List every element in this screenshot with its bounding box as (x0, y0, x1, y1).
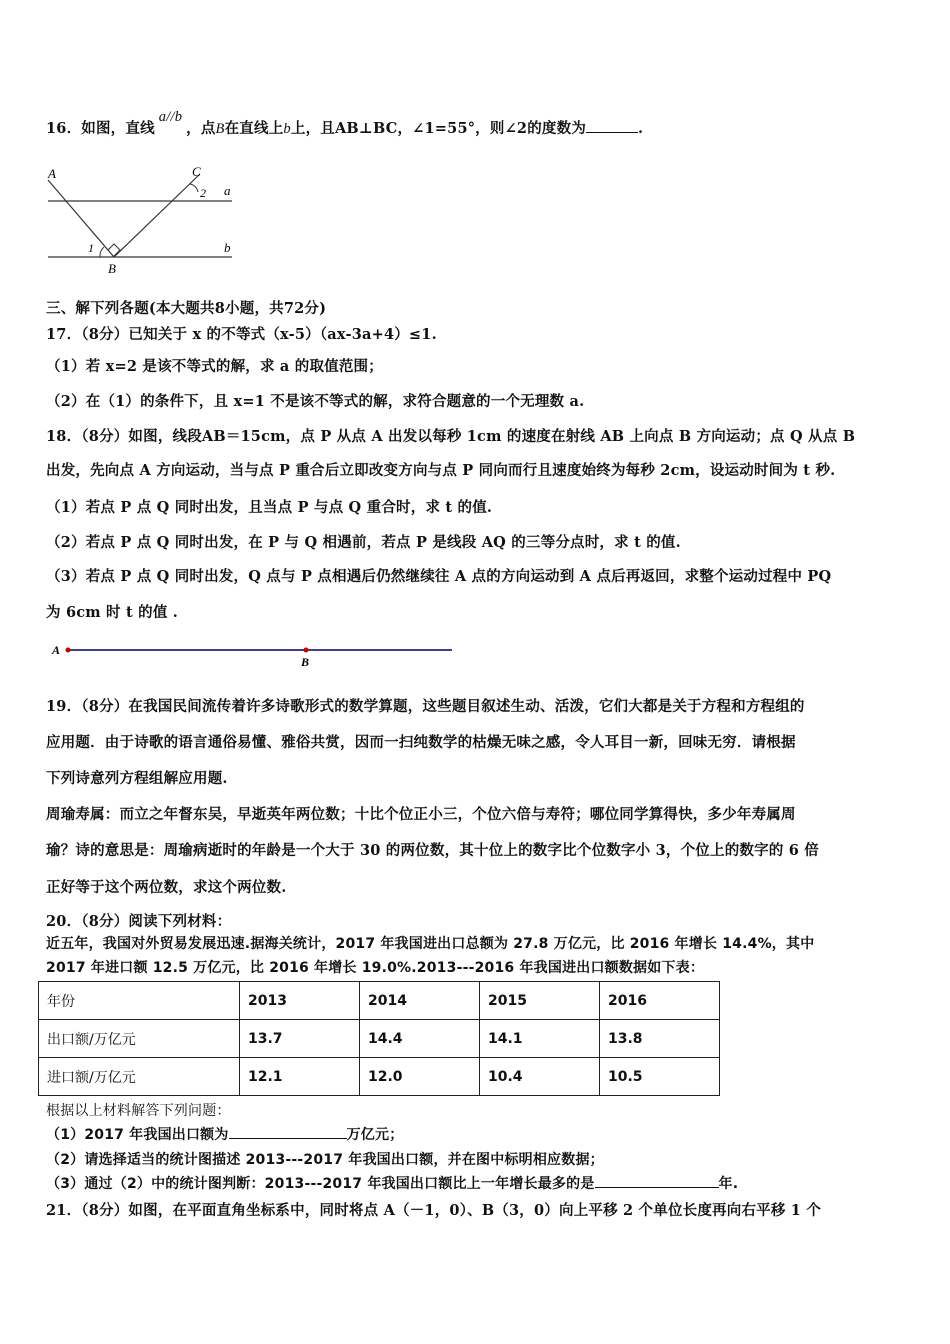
table-header-cell: 2014 (360, 982, 480, 1020)
q18-line-1: 18．（8分）如图，线段AB＝15cm，点 P 从点 A 出发以每秒 1cm 的速度在射线 AB 上向点 B 方向运动；点 Q 从点 B (46, 428, 856, 445)
table-header-cell: 2016 (600, 982, 720, 1020)
label-a-point: A (48, 166, 56, 181)
q18-line-2: 出发，先向点 A 方向运动，当与点 P 重合后立即改变方向与点 P 同向而行且速度始终为每秒 2cm，设运动时间为 t 秒. (46, 462, 836, 479)
label-line-b: b (224, 240, 231, 255)
q20-part-3-blank[interactable] (595, 1175, 719, 1188)
table-cell: 10.5 (600, 1058, 720, 1096)
label-b-point: B (108, 261, 116, 276)
q20-part-1-blank[interactable] (229, 1126, 347, 1139)
q16-figure (40, 162, 240, 277)
q20-data-table (38, 981, 720, 1096)
q19-line-6: 正好等于这个两位数，求这个两位数. (46, 879, 287, 896)
q16-text-c: 在直线上 (224, 120, 284, 137)
q20-part-1-text: （1）2017 年我国出口额为 (46, 1127, 229, 1143)
q16-answer-blank[interactable] (586, 120, 638, 133)
q19-line-5: 瑜？诗的意思是：周瑜病逝时的年龄是一个大于 30 的两位数，其十位上的数字比个位数字小 3，个位上的数字的 6 倍 (46, 842, 819, 859)
table-cell: 10.4 (480, 1058, 600, 1096)
q17-part-1: （1）若 x=2 是该不等式的解，求 a 的取值范围； (46, 358, 383, 375)
table-row (39, 1020, 720, 1058)
q16-text-a: 如图，直线 (81, 120, 155, 137)
q18-figure (44, 638, 464, 672)
table-header-cell: 2013 (240, 982, 360, 1020)
q16-number: 16． (46, 120, 82, 137)
angle-2-arc (190, 184, 198, 192)
table-row (39, 1058, 720, 1096)
table-cell: 13.8 (600, 1020, 720, 1058)
q20-line-3: 2017 年进口额 12.5 万亿元，比 2016 年增长 19.0%.2013---2016 年我国进出口额数据如下表： (46, 960, 705, 976)
q18-part-3b: 为 6cm 时 t 的值 . (46, 604, 179, 621)
q18-part-2: （2）若点 P 点 Q 同时出发，在 P 与 Q 相遇前，若点 P 是线段 AQ 的三等分点时，求 t 的值. (46, 534, 681, 551)
q19-line-3: 下列诗意列方程组解应用题. (46, 770, 228, 787)
point-b (304, 648, 309, 653)
q19-line-2: 应用题．由于诗歌的语言通俗易懂、雅俗共赏，因而一扫纯数学的枯燥无味之感，令人耳目一新，回味无穷．请根据 (46, 734, 796, 751)
label-angle-2: 2 (200, 186, 206, 200)
q18-part-1: （1）若点 P 点 Q 同时出发，且当点 P 与点 Q 重合时，求 t 的值. (46, 499, 493, 516)
table-cell: 12.0 (360, 1058, 480, 1096)
q16-text-d: 上，且AB⊥BC，∠1=55°，则∠2的度数为 (290, 120, 587, 137)
right-angle-mark (108, 244, 120, 256)
q16-line (46, 109, 644, 138)
q20-part-3-text: （3）通过（2）中的统计图判断：2013---2017 年我国出口额比上一年增长最多的是 (46, 1176, 595, 1192)
q21-line-1: 21．（8分）如图，在平面直角坐标系中，同时将点 A（－1，0）、B（3，0）向上平移 2 个单位长度再向右平移 1 个 (46, 1202, 822, 1219)
table-header-cell: 2015 (480, 982, 600, 1020)
q20-after-text: 根据以上材料解答下列问题： (46, 1103, 231, 1119)
q16-text-b: ，点 (186, 120, 216, 137)
label-a: A (52, 643, 61, 657)
q20-part-3-unit: 年. (718, 1176, 739, 1192)
q20-part-1-unit: 万亿元； (346, 1127, 404, 1143)
q19-line-1: 19．（8分）在我国民间流传着许多诗歌形式的数学算题，这些题目叙述生动、活泼，它们大都是关于方程和方程组的 (46, 698, 805, 715)
q20-line-1: 20．（8分）阅读下列材料： (46, 913, 232, 930)
point-a (66, 648, 71, 653)
q20-part-1 (46, 1124, 403, 1144)
table-cell: 13.7 (240, 1020, 360, 1058)
q16-formula: a//b (158, 109, 183, 125)
table-cell: 12.1 (240, 1058, 360, 1096)
q16-text-end: . (638, 120, 644, 137)
q16-line-b: b (283, 121, 291, 137)
q20-part-2: （2）请选择适当的统计图描述 2013---2017 年我国出口额，并在图中标明相应数据； (46, 1152, 604, 1168)
table-header-row (39, 982, 720, 1020)
q16-point-b: B (215, 121, 225, 137)
table-cell: 出口额/万亿元 (39, 1020, 240, 1058)
label-b: B (301, 655, 310, 669)
label-angle-1: 1 (88, 241, 94, 255)
label-line-a: a (224, 183, 231, 198)
table-cell: 14.4 (360, 1020, 480, 1058)
table-cell: 14.1 (480, 1020, 600, 1058)
q19-line-4: 周瑜寿属：而立之年督东吴，早逝英年两位数；十比个位正小三，个位六倍与寿符；哪位同学算得快，多少年寿属周 (46, 806, 796, 823)
segment-bc (114, 174, 200, 257)
q17-part-2: （2）在（1）的条件下，且 x=1 不是该不等式的解，求符合题意的一个无理数 a. (46, 393, 585, 410)
q20-line-2: 近五年，我国对外贸易发展迅速.据海关统计，2017 年我国进出口总额为 27.8 万亿元，比 2016 年增长 14.4%，其中 (46, 936, 815, 952)
q18-part-3a: （3）若点 P 点 Q 同时出发，Q 点与 P 点相遇后仍然继续往 A 点的方向运动到 A 点后再返回，求整个运动过程中 PQ (46, 568, 832, 585)
angle-1-arc (100, 247, 104, 257)
section-3-title: 三、解下列各题(本大题共8小题，共72分) (46, 300, 327, 317)
q20-part-3 (46, 1173, 738, 1193)
table-header-cell: 年份 (39, 982, 240, 1020)
label-c-point: C (192, 164, 201, 179)
q17-line-1: 17．（8分）已知关于 x 的不等式（x-5）（ax-3a+4）≤1. (46, 326, 437, 343)
table-cell: 进口额/万亿元 (39, 1058, 240, 1096)
segment-ab (48, 180, 114, 257)
